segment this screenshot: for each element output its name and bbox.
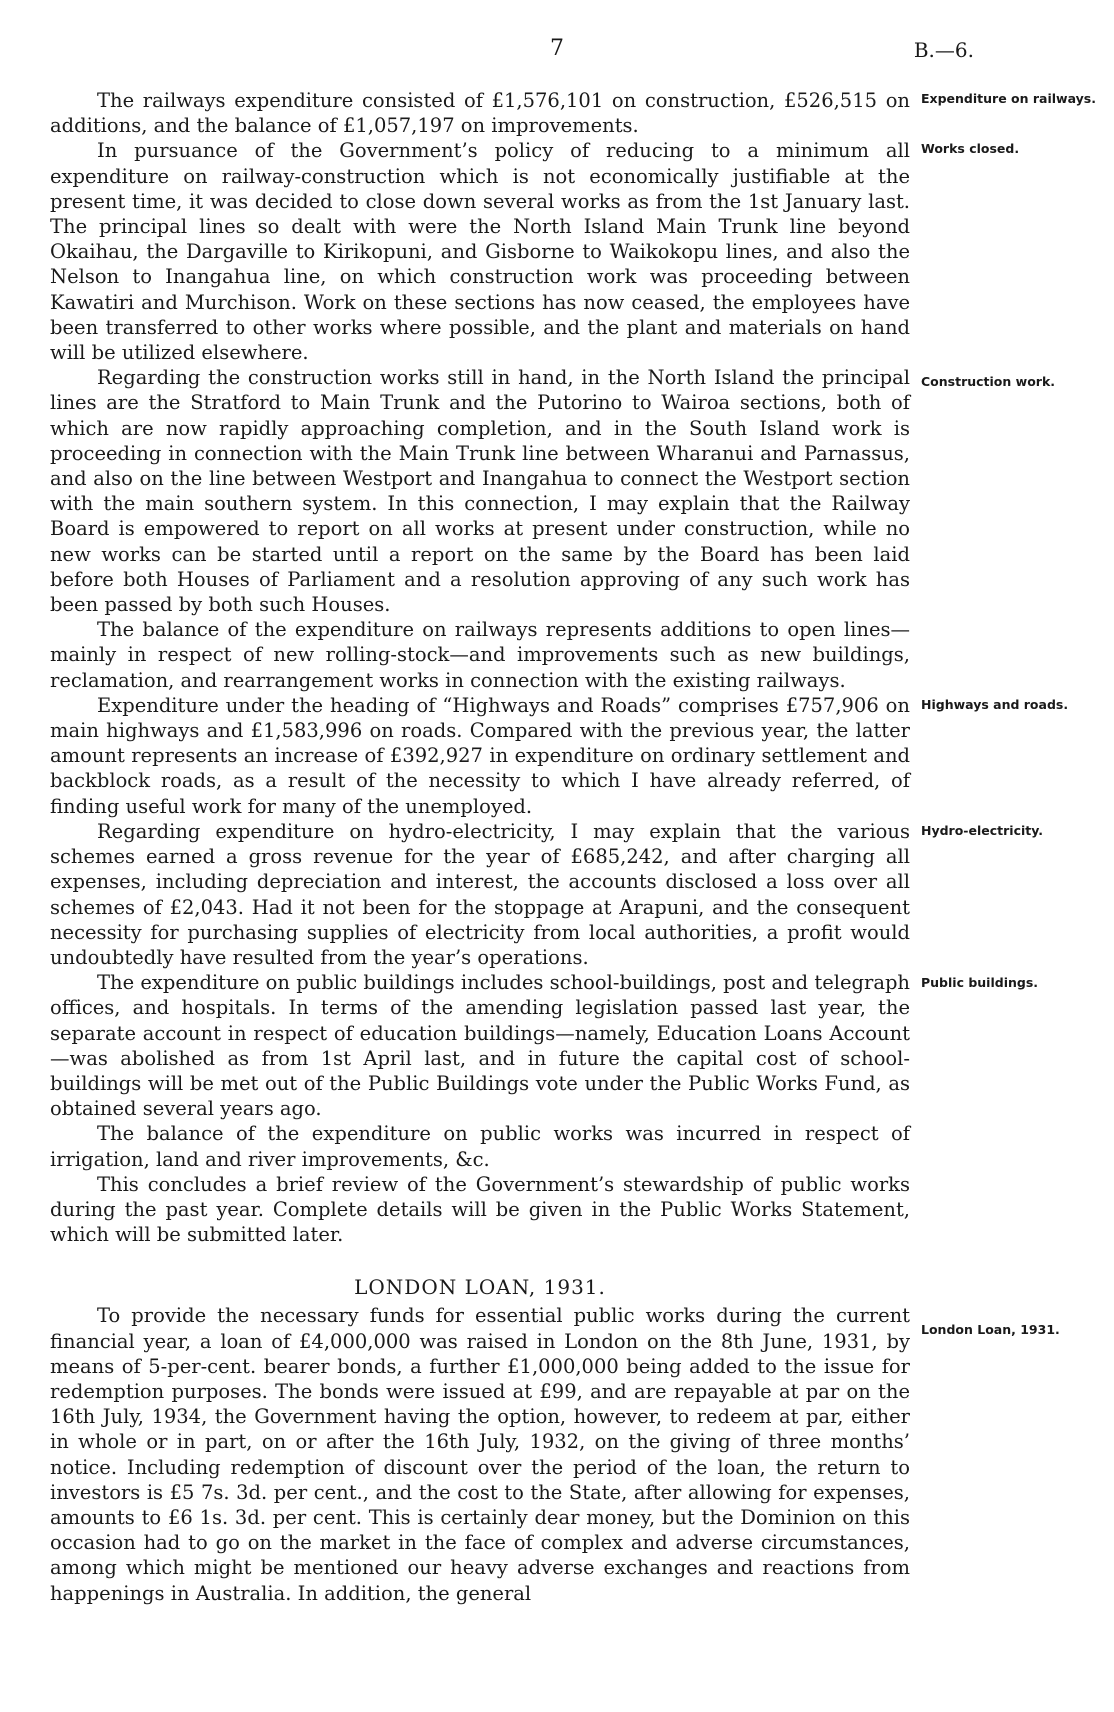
paragraph-other-works: The balance of the expenditure on public works was incurred in respect of irrigation, land and river improvements, &c. bbox=[50, 1122, 910, 1171]
paragraph-railways-expenditure: The railways expenditure consisted of £1,576,101 on construction, £526,515 on additions, and the balance of £1,057,197 on improvements. bbox=[50, 89, 910, 138]
page-number: 7 bbox=[550, 36, 564, 61]
side-note-highways-roads: Highways and roads. bbox=[921, 697, 1069, 712]
section-heading-london-loan: LONDON LOAN, 1931. bbox=[354, 1275, 606, 1300]
paragraph-hydro-electricity: Regarding expenditure on hydro-electricity, I may explain that the various schemes earned a gross revenue for the year of £685,242, and after charging all expenses, including depreciation and interest, the accounts disclosed a loss over all schemes of £2,043. Had it not been for the stoppage at Arapuni, and the consequent necessity for purchasing supplies of electricity from local authorities, a profit would undoubtedly have resulted from the year’s operations. bbox=[50, 819, 910, 969]
paragraph-railway-additions: The balance of the expenditure on railways represents additions to open lines—mainly in respect of new rolling-stock—and improvements such as new buildings, reclamation, and rearrangement works in connection with the existing railways. bbox=[50, 618, 910, 692]
side-note-works-closed: Works closed. bbox=[921, 141, 1020, 156]
paragraph-highways-roads: Expenditure under the heading of “Highways and Roads” comprises £757,906 on main highways and £1,583,996 on roads. Compared with the previous year, the latter amount represents an increase of £392,927 in expenditure on ordinary settlement and backblock roads, as a result of the necessity to which I have already referred, of finding useful work for many of the unemployed. bbox=[50, 693, 910, 818]
side-note-expenditure-railways: Expenditure on railways. bbox=[921, 91, 1096, 106]
document-reference: B.—6. bbox=[913, 38, 974, 62]
side-note-london-loan: London Loan, 1931. bbox=[921, 1322, 1060, 1337]
body-text bbox=[50, 88, 910, 1606]
paragraph-london-loan: To provide the necessary funds for essential public works during the current financial year, a loan of £4,000,000 was raised in London on the 8th June, 1931, by means of 5-per-cent. bearer bonds, a further £1,000,000 being added to the issue for redemption purposes. The bonds were issued at £99, and are repayable at par on the 16th July, 1934, the Government having the option, however, to redeem at par, either in whole or in part, on or after the 16th July, 1932, on the giving of three months’ notice. Including redemption of discount over the period of the loan, the return to investors is £5 7s. 3d. per cent., and the cost to the State, after allowing for expenses, amounts to £6 1s. 3d. per cent. This is certainly dear money, but the Dominion on this occasion had to go on the market in the face of complex and adverse circumstances, among which might be mentioned our heavy adverse exchanges and reactions from happenings in Australia. In addition, the general bbox=[50, 1304, 910, 1605]
paragraph-public-buildings: The expenditure on public buildings includes school-buildings, post and telegraph offices, and hospitals. In terms of the amending legislation passed last year, the separate account in respect of education buildings—namely, Education Loans Account—was abolished as from 1st April last, and in future the capital cost of school-buildings will be met out of the Public Buildings vote under the Public Works Fund, as obtained several years ago. bbox=[50, 971, 910, 1121]
paragraph-works-closed: In pursuance of the Government’s policy of reducing to a minimum all expenditure on railway-construction which is not economically justifiable at the present time, it was decided to close down several works as from the 1st January last. The principal lines so dealt with were the North Island Main Trunk line beyond Okaihau, the Dargaville to Kirikopuni, and Gisborne to Waikokopu lines, and also the Nelson to Inangahua line, on which construction work was proceeding between Kawatiri and Murchison. Work on these sections has now ceased, the employees have been transferred to other works where possible, and the plant and materials on hand will be utilized elsewhere. bbox=[50, 139, 910, 365]
side-note-public-buildings: Public buildings. bbox=[921, 975, 1039, 990]
paragraph-construction-work: Regarding the construction works still in hand, in the North Island the principal lines are the Stratford to Main Trunk and the Putorino to Wairoa sections, both of which are now rapidly approaching completion, and in the South Island work is proceeding in connection with the Main Trunk line between Wharanui and Parnassus, and also on the line between Westport and Inangahua to connect the Westport section with the main southern system. In this connection, I may explain that the Railway Board is empowered to report on all works at present under construction, while no new works can be started until a report on the same by the Board has been laid before both Houses of Parliament and a resolution approving of any such work has been passed by both such Houses. bbox=[50, 366, 910, 617]
paragraph-conclusion: This concludes a brief review of the Government’s stewardship of public works during the past year. Complete details will be given in the Public Works Statement, which will be submitted later. bbox=[50, 1172, 910, 1247]
side-note-construction-work: Construction work. bbox=[921, 374, 1056, 389]
side-note-hydro-electricity: Hydro-electricity. bbox=[921, 823, 1043, 838]
